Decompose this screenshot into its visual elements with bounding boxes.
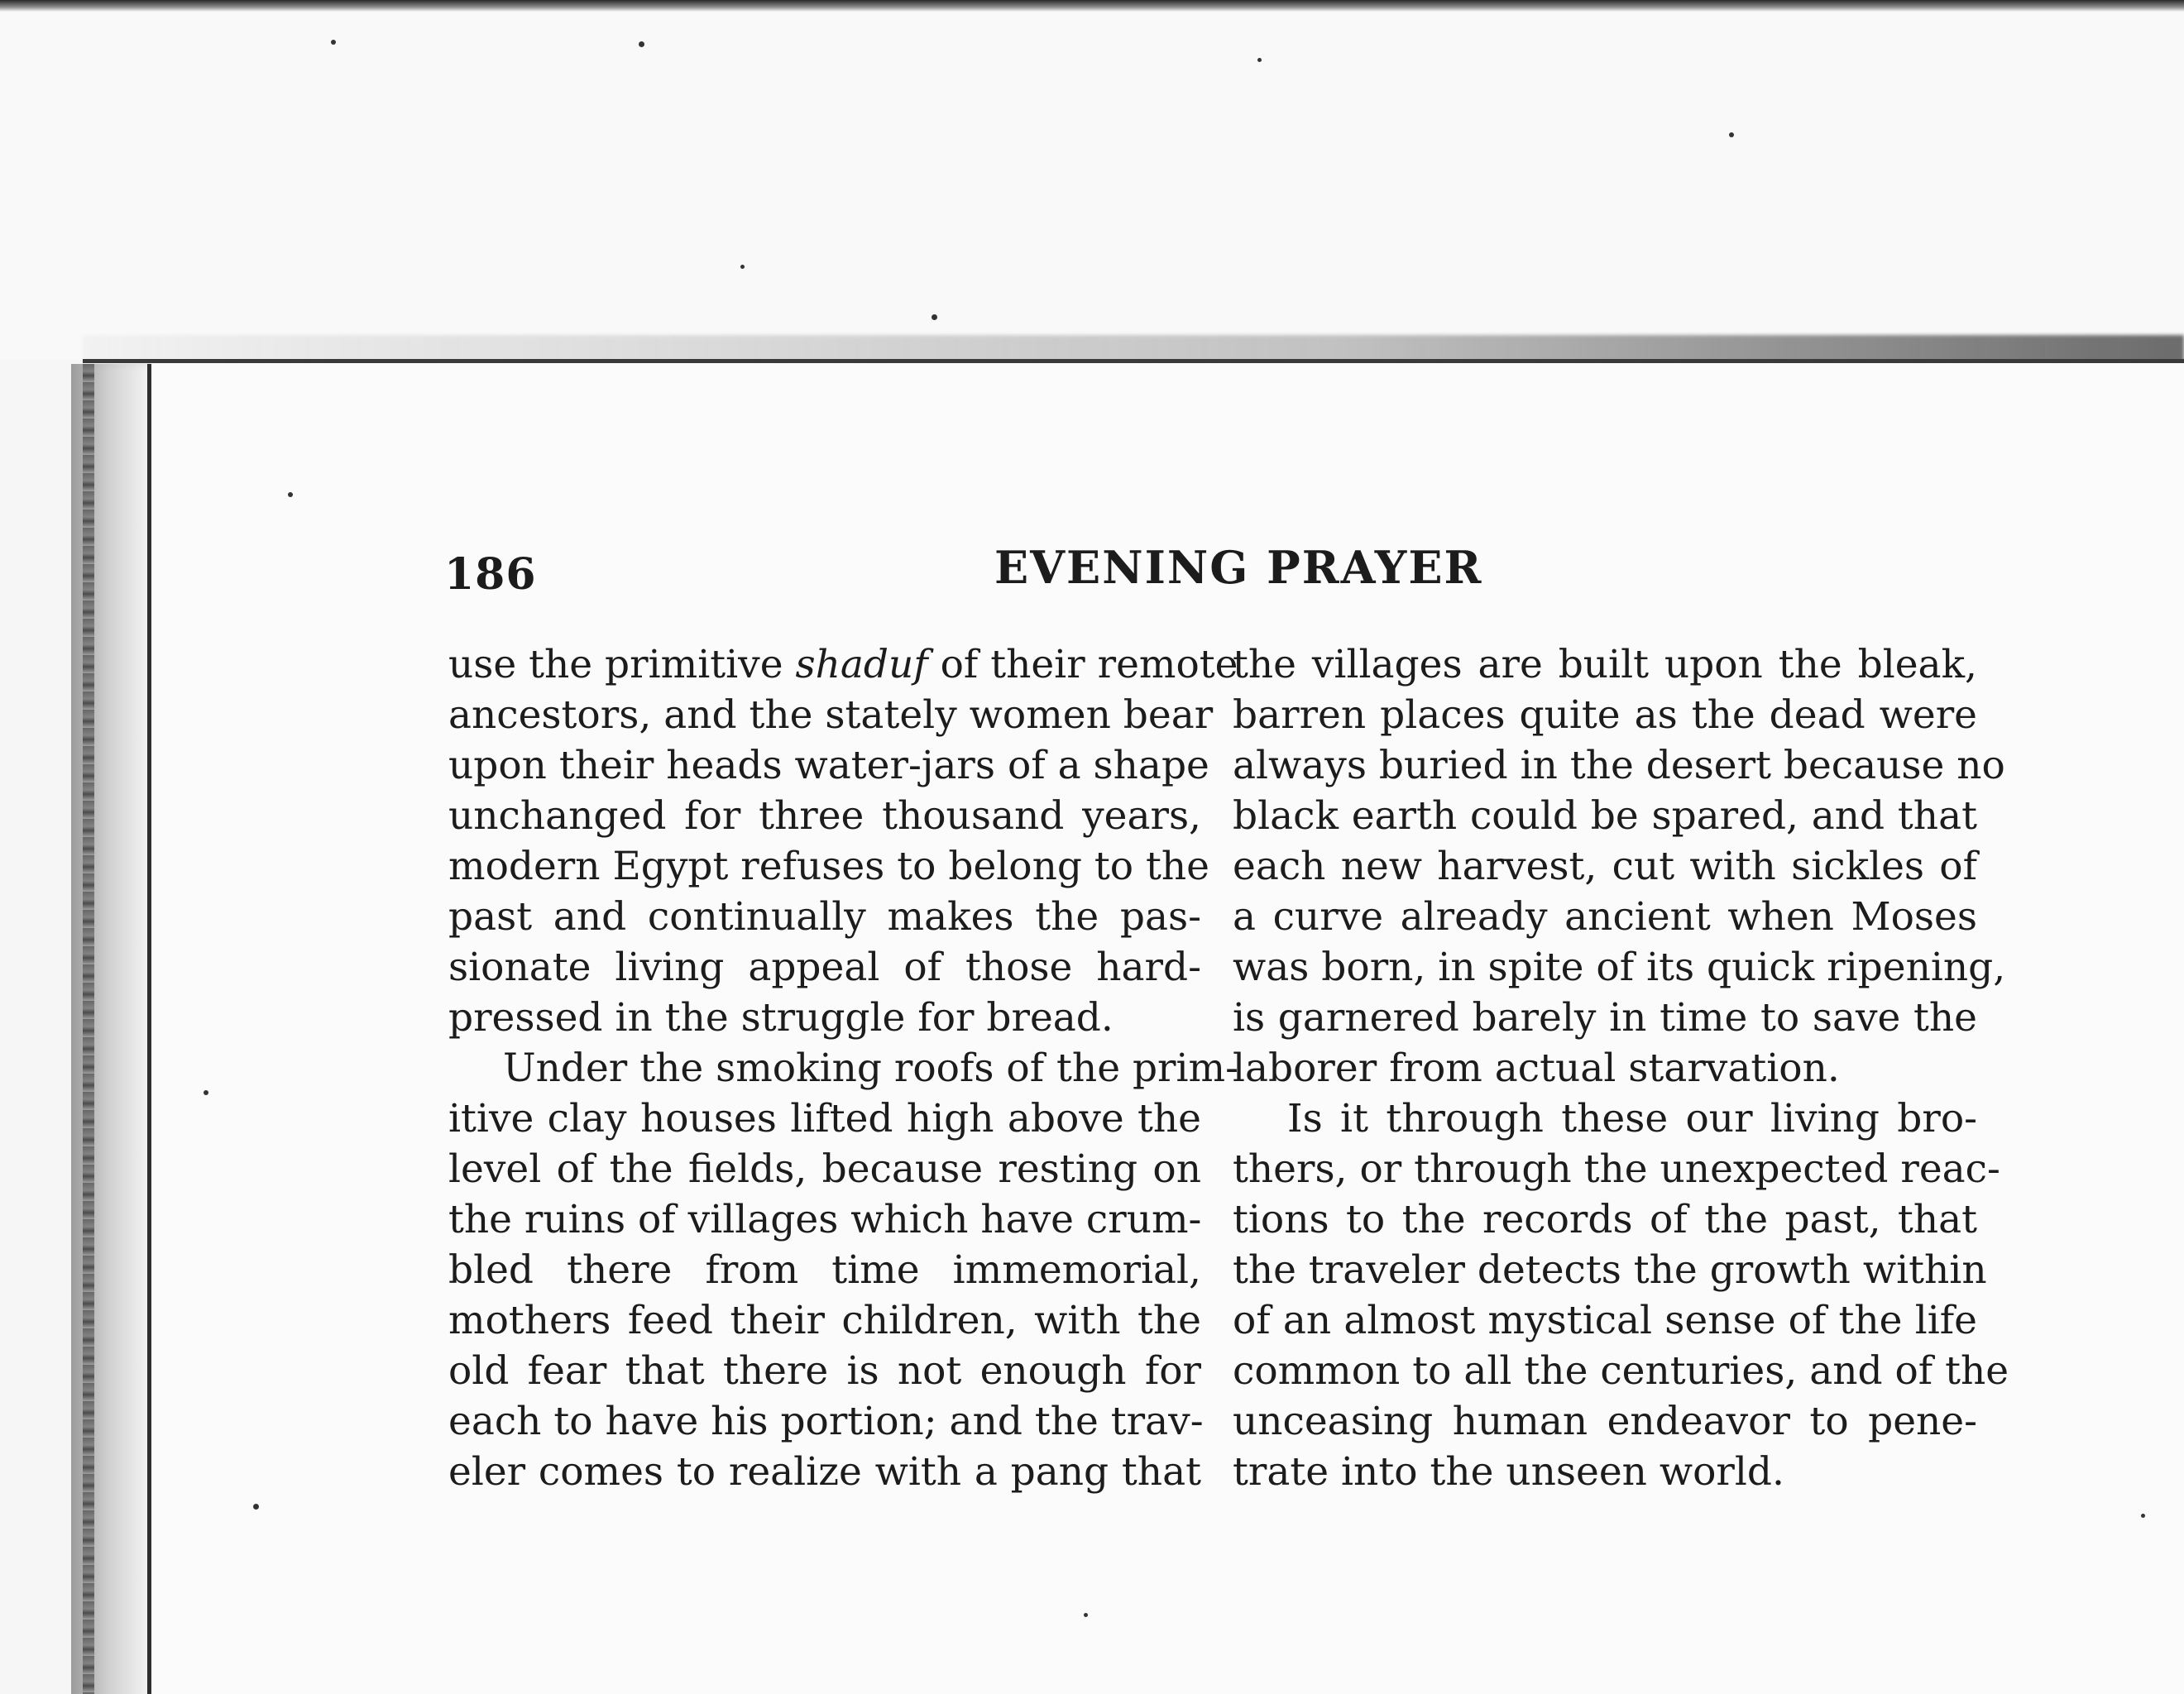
dust-speck [740, 265, 745, 269]
text-line: Under the smoking roofs of the prim- [503, 1046, 1238, 1091]
page-left-border [147, 364, 151, 1694]
text-line: unchanged for three thousand years, [448, 793, 1201, 839]
text-line: the traveler detects the growth within [1233, 1247, 1987, 1293]
text-line: eler comes to realize with a pang that [448, 1449, 1201, 1495]
dust-speck [932, 314, 937, 320]
dust-speck [639, 41, 644, 47]
dust-speck [288, 492, 293, 497]
dust-speck [204, 1090, 208, 1095]
text-line: a curve already ancient when Moses [1233, 894, 1977, 940]
text-line: Is it through these our living bro- [1287, 1096, 1977, 1141]
text-line: bled there from time immemorial, [448, 1247, 1201, 1293]
page-top-border [83, 359, 2184, 363]
text-line: is garnered barely in time to save the [1233, 995, 1977, 1041]
text-line: unceasing human endeavor to pene- [1233, 1399, 1977, 1444]
text-line: the ruins of villages which have crum- [448, 1197, 1202, 1242]
dust-speck [253, 1504, 259, 1510]
dust-speck [1084, 1613, 1088, 1617]
right-column [1233, 639, 2009, 1497]
italic-word: shaduf [795, 642, 928, 687]
text-line: pressed in the struggle for bread. [448, 995, 1114, 1041]
dust-speck [2141, 1514, 2145, 1518]
text-line: laborer from actual starvation. [1233, 1046, 1840, 1091]
text-line: modern Egypt refuses to belong to the [448, 844, 1209, 889]
text-line: itive clay houses lifted high above the [448, 1096, 1201, 1141]
text-line: each new harvest, cut with sickles of [1233, 844, 1977, 889]
text-line: trate into the unseen world. [1233, 1449, 1784, 1495]
text-line: sionate living appeal of those hard- [448, 945, 1201, 990]
text-line: barren places quite as the dead were [1233, 692, 1977, 738]
text-line: black earth could be spared, and that [1233, 793, 1977, 839]
dust-speck [331, 40, 336, 45]
page-title: EVENING PRAYER [994, 541, 1483, 594]
text-line: old fear that there is not enough for [448, 1348, 1201, 1394]
text-line: tions to the records of the past, that [1233, 1197, 1977, 1242]
text-line: level of the fields, because resting on [448, 1146, 1201, 1192]
text-line: use the primitive shaduf of their remote [448, 642, 1238, 687]
text-line: mothers feed their children, with the [448, 1298, 1201, 1343]
upper-blank-leaf [0, 12, 2184, 359]
dust-speck [1257, 58, 1262, 62]
page-number: 186 [444, 549, 537, 600]
running-head [444, 541, 1983, 607]
text-line: past and continually makes the pas- [448, 894, 1201, 940]
text-line: of an almost mystical sense of the life [1233, 1298, 1977, 1343]
dust-speck [1729, 132, 1734, 137]
text-line: thers, or through the unexpected reac- [1233, 1146, 2000, 1192]
text-line: ancestors, and the stately women bear [448, 692, 1214, 738]
text-line: always buried in the desert because no [1233, 743, 2005, 788]
text-line: was born, in spite of its quick ripening, [1233, 945, 2006, 990]
text-line: each to have his portion; and the trav- [448, 1399, 1204, 1444]
film-top-edge [0, 0, 2184, 12]
gutter-edge [83, 364, 94, 1694]
text-line: upon their heads water-jars of a shape [448, 743, 1209, 788]
text-line: the villages are built upon the bleak, [1233, 642, 1977, 687]
text-line: common to all the centuries, and of the [1233, 1348, 2009, 1394]
left-column [448, 639, 1238, 1497]
